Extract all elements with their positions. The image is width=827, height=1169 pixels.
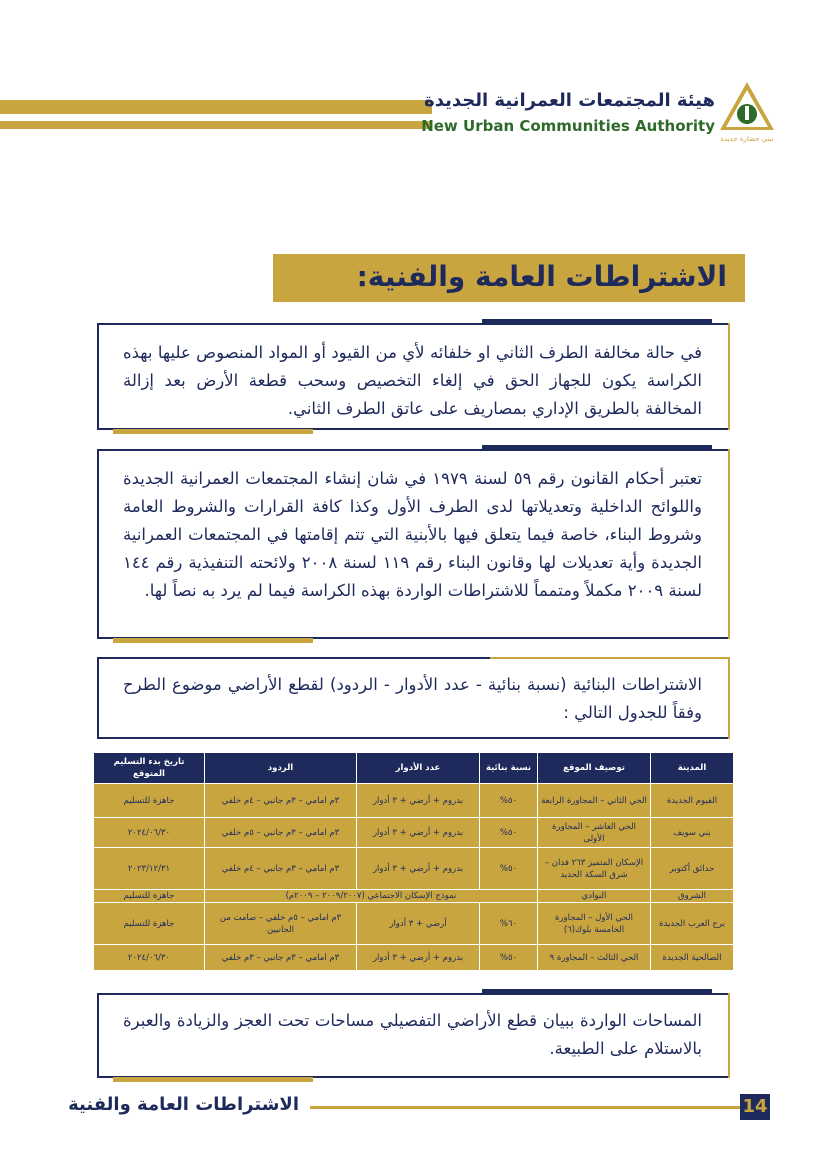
cell-city: الشروق: [651, 890, 734, 903]
cell-city: الصالحية الجديدة: [651, 945, 734, 971]
col-header-city: المدينة: [651, 753, 734, 784]
footer-gold-line: [310, 1106, 742, 1109]
condition-box-building: [97, 657, 730, 739]
cell-setbacks: ٣م امامي – ٣م جانبي – ٥م خلفي: [205, 818, 357, 848]
frame-accent-top: [482, 319, 712, 324]
cell-floors: أرضي + ٣ أدوار: [357, 903, 480, 945]
cell-delivery: ٢٠٢٤/٠٦/٣٠: [94, 818, 205, 848]
paragraph-laws: تعتبر أحكام القانون رقم ٥٩ لسنة ١٩٧٩ في شان إنشاء المجتمعات العمرانية الجديدة واللوائح الداخلية وتعديلاتها لدى الطرف الأول وكذا كافة القرارات والشروط العامة وشروط البناء، خاصة فيما يتعلق فيها بالأبنية التي تتم إقامتها في المجتمعات العمرانية الجديدة وأية تعديلات لها وقانون البناء رقم ١١٩ لسنة ٢٠٠٨ ولائحته التنفيذية رقم ١٤٤ لسنة ٢٠٠٩ مكملاً ومتمماً للاشتراطات الواردة بهذه الكراسة فيما لم يرد به نصاً لها.: [123, 469, 702, 600]
cell-floors: بدروم + أرضي + ٣ أدوار: [357, 818, 480, 848]
cell-delivery: ٢٠٢٣/١٢/٣١: [94, 848, 205, 890]
frame-accent-bottom: [113, 638, 313, 643]
section-title-box: [273, 254, 745, 302]
cell-floors: بدروم + أرضي + ٣ أدوار: [357, 945, 480, 971]
table-row: [94, 890, 734, 903]
cell-location: الحي الأول – المجاورة الخامسة بلوك(٦): [538, 903, 651, 945]
cell-location: النوادي: [538, 890, 651, 903]
frame-gold-edge: [728, 993, 730, 1078]
condition-box-violation: [97, 323, 730, 430]
building-conditions-table: [93, 752, 734, 971]
cell-floors: بدروم + أرضي + ٣ أدوار: [357, 784, 480, 818]
cell-delivery: ٢٠٢٤/٠٦/٣٠: [94, 945, 205, 971]
table-row: [94, 818, 734, 848]
col-header-ratio: نسبة بنائية: [480, 753, 538, 784]
col-header-location: توصيف الموقع: [538, 753, 651, 784]
cell-ratio: ٥٠%: [480, 945, 538, 971]
cell-ratio: ٦٠%: [480, 903, 538, 945]
frame-gold-edge: [728, 323, 730, 430]
table-row: [94, 784, 734, 818]
cell-ratio: ٥٠%: [480, 818, 538, 848]
cell-floors: بدروم + أرضي + ٣ أدوار: [357, 848, 480, 890]
frame-gold-edge: [728, 657, 730, 739]
cell-city: الفيوم الجديدة: [651, 784, 734, 818]
cell-setbacks: ٣م امامي – ٣م جانبي – ٤م خلفي: [205, 784, 357, 818]
cell-location: الحي الثاني – المجاورة الرابعة: [538, 784, 651, 818]
org-name-arabic: هيئة المجتمعات العمرانية الجديدة: [424, 90, 715, 111]
cell-setbacks: ٣م امامي – ٥م خلفي – صامت من الجانبين: [205, 903, 357, 945]
header-gold-bar-thin: [0, 121, 432, 129]
cell-ratio: ٥٠%: [480, 784, 538, 818]
col-header-setbacks: الردود: [205, 753, 357, 784]
cell-delivery: جاهزة للتسليم: [94, 890, 205, 903]
frame-accent-bottom: [113, 429, 313, 434]
nuca-logo-icon: [718, 80, 776, 144]
cell-ratio: ٥٠%: [480, 848, 538, 890]
table-row: [94, 848, 734, 890]
cell-city: برج العرب الجديدة: [651, 903, 734, 945]
condition-box-laws: [97, 449, 730, 639]
org-name-english: New Urban Communities Authority: [421, 117, 715, 135]
frame-gold-top: [490, 657, 730, 659]
col-header-floors: عدد الأدوار: [357, 753, 480, 784]
footer-section-name: الاشتراطات العامة والفنية: [68, 1094, 299, 1115]
frame-accent-top: [482, 445, 712, 450]
cell-location: الحي الثالث – المجاورة ٩: [538, 945, 651, 971]
paragraph-building-conditions: الاشتراطات البنائية (نسبة بنائية - عدد الأدوار - الردود) لقطع الأراضي موضوع الطرح وفقاً للجدول التالي :: [123, 675, 702, 722]
table-row: [94, 903, 734, 945]
paragraph-violation: في حالة مخالفة الطرف الثاني او خلفائه لأي من القيود أو المواد المنصوص عليها بهذه الكراسة يكون للجهاز الحق في إلغاء التخصيص وسحب قطعة الأرض بعد إزالة المخالفة بالطريق الإداري بمصاريف على عاتق الطرف الثاني.: [123, 343, 702, 418]
cell-delivery: جاهزة للتسليم: [94, 784, 205, 818]
cell-city: بني سويف: [651, 818, 734, 848]
cell-setbacks: ٣م امامي – ٣م جانبي – ٤م خلفي: [205, 848, 357, 890]
cell-location: الإسكان المتميز ٢٦٣ فدان – شرق السكة الحديد: [538, 848, 651, 890]
table-header-row: [94, 753, 734, 784]
paragraph-areas: المساحات الواردة ببيان قطع الأراضي التفصيلي مساحات تحت العجز والزيادة والعبرة بالاستلام على الطبيعة.: [123, 1011, 702, 1058]
header-gold-bar: [0, 100, 432, 114]
page-number: 14: [740, 1094, 770, 1120]
cell-setbacks: ٣م امامي – ٣م جانبي – ٣م خلفي: [205, 945, 357, 971]
cell-city: حدائق أكتوبر: [651, 848, 734, 890]
frame-accent-bottom: [113, 1077, 313, 1082]
frame-accent-top: [482, 989, 712, 994]
table-row: [94, 945, 734, 971]
frame-gold-edge: [728, 449, 730, 639]
logo-slogan: نبني حضارة جديدة: [720, 135, 774, 143]
section-title: الاشتراطات العامة والفنية:: [356, 260, 727, 293]
condition-box-areas: [97, 993, 730, 1078]
cell-merged-model: نموذج الإسكان الاجتماعي (٢٠٠٩/٢٠٠٧ – ٢٠٠٩م): [205, 890, 538, 903]
cell-delivery: جاهزة للتسليم: [94, 903, 205, 945]
cell-location: الحي العاشر – المجاورة الأولى: [538, 818, 651, 848]
col-header-delivery: تاريخ بدء التسليم المتوقع: [94, 753, 205, 784]
